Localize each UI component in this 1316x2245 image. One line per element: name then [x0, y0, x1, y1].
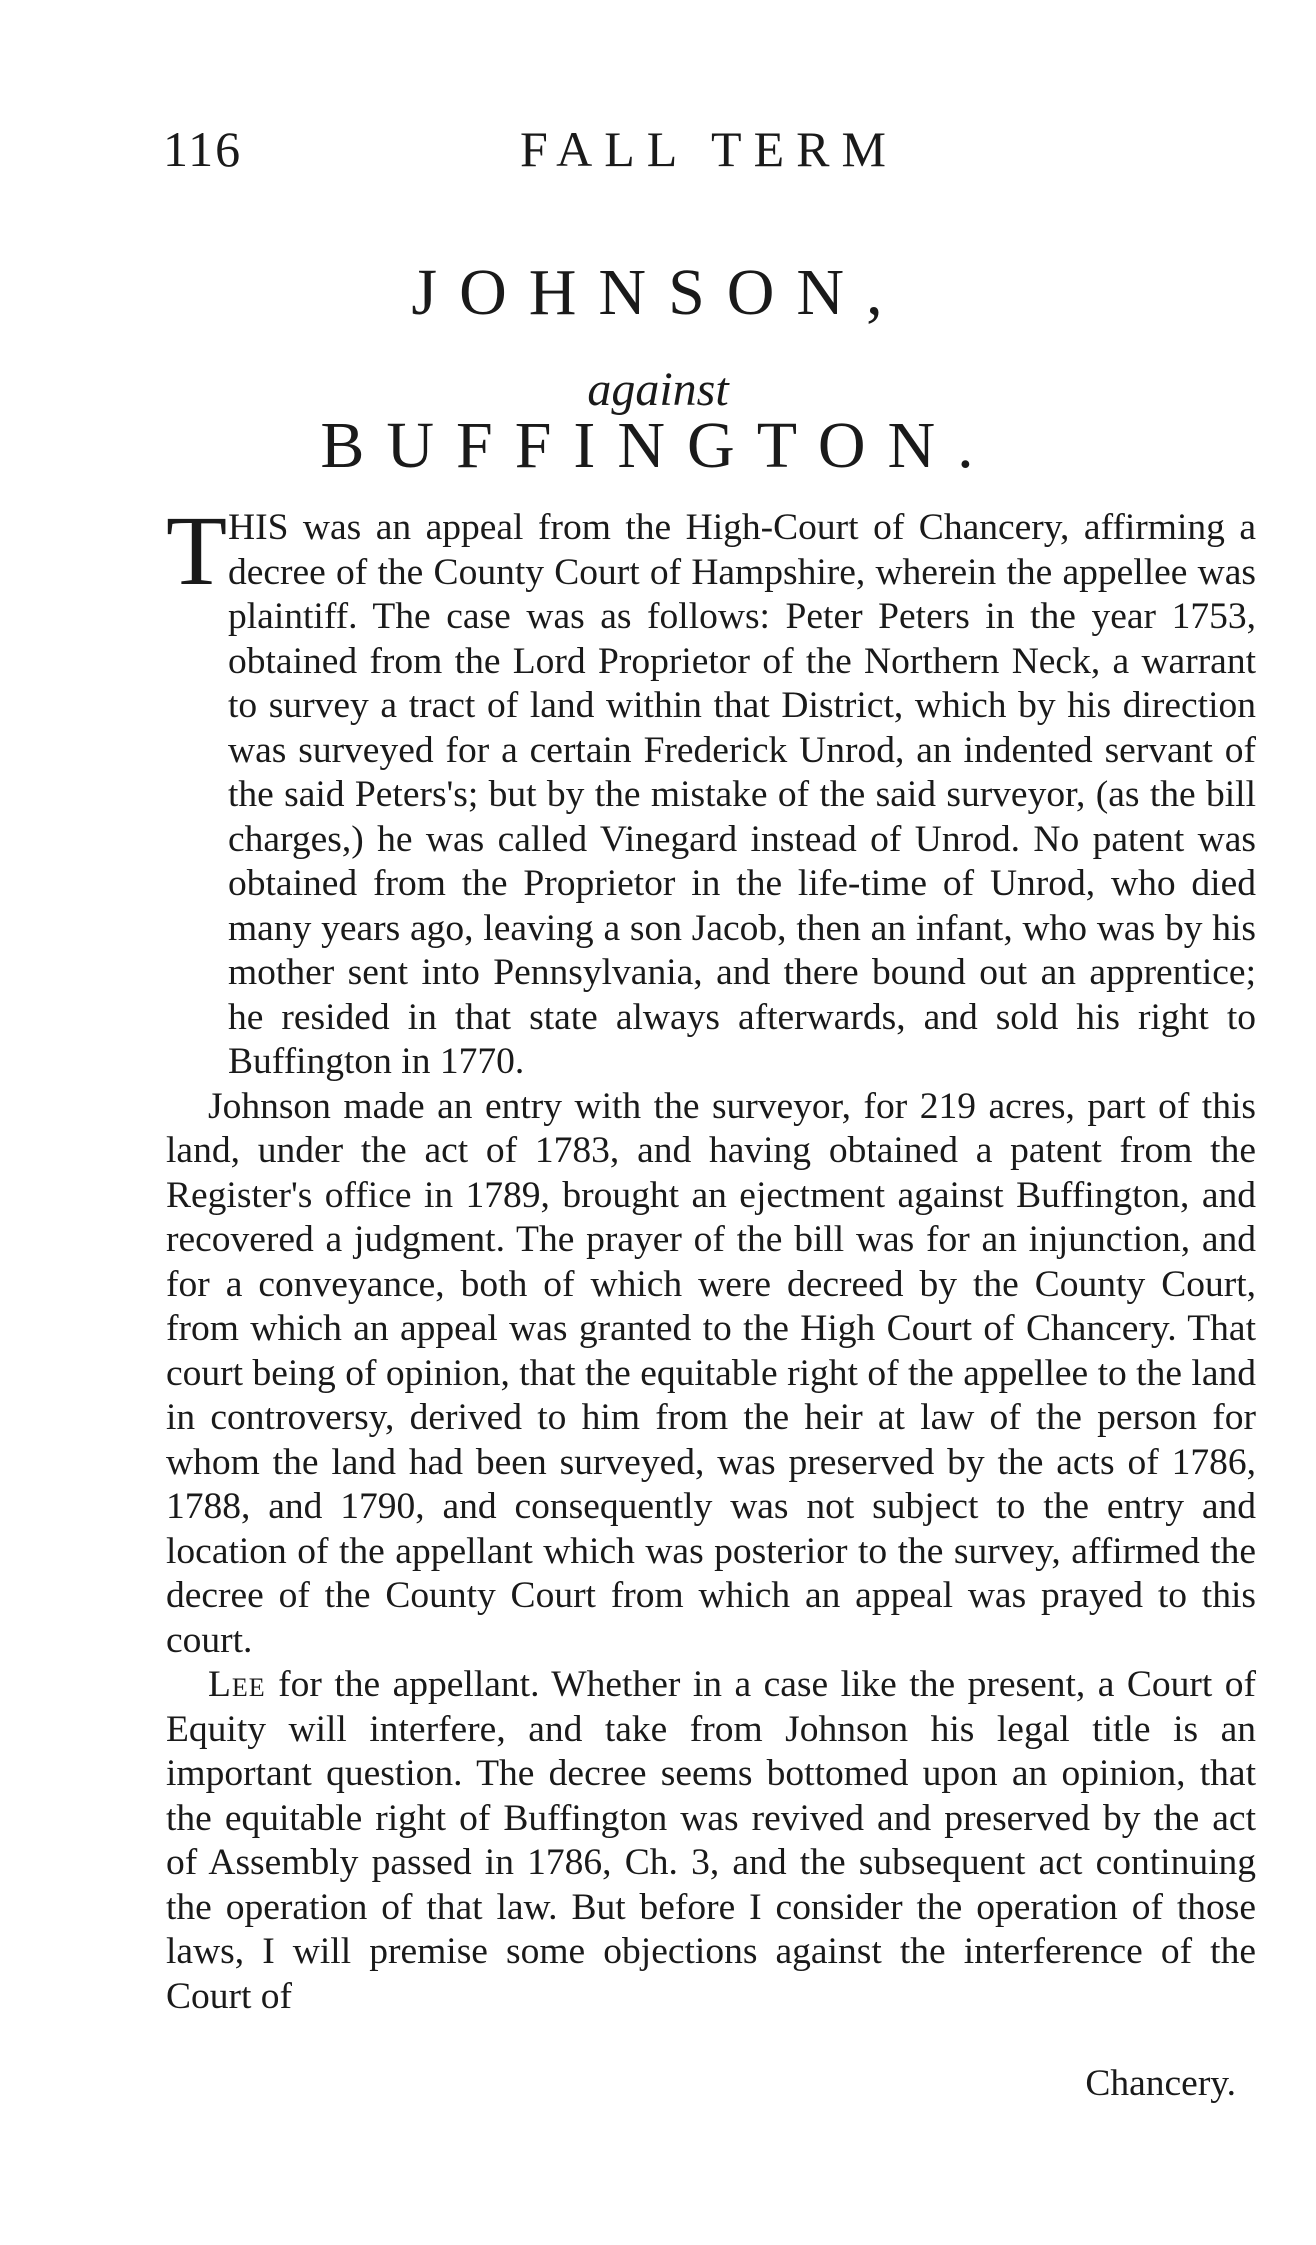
case-defendant: BUFFINGTON.	[320, 409, 996, 482]
case-plaintiff: JOHNSON,	[411, 256, 905, 329]
paragraph-3	[166, 1663, 1256, 2019]
catchword: Chancery.	[1085, 2063, 1236, 2104]
body-text	[166, 495, 1256, 2019]
drop-cap: T	[166, 495, 228, 606]
case-versus: against	[587, 363, 729, 416]
paragraph-1-text: HIS was an appeal from the High-Court of Chancery, affirming a decree of the County Court of Hampshire, wherein the appellee was plaintiff. The case was as follows: Peter Peters in the year 1753, obtained from the Lord Proprietor of the Northern Neck, a warrant to survey a tract of land within that District, which by his direction was surveyed for a certain Frederick Unrod, an indented servant of the said Peters's; but by the mistake of the said surveyor, (as the bill charges,) he was called Vinegard instead of Unrod. No patent was obtained from the Proprietor in the life-time of Unrod, who died many years ago, leaving a son Jacob, then an infant, who was by his mother sent into Pennsylvania, and there bound out an apprentice; he resided in that state always afterwards, and sold his right to Buffington in 1770.	[228, 507, 1256, 1082]
paragraph-1	[166, 495, 1256, 1085]
paragraph-3-lead: Lee	[208, 1664, 266, 1705]
paragraph-2: Johnson made an entry with the surveyor, for 219 acres, part of this land, under the act of 1783, and having obtained a patent from the Register's office in 1789, brought an ejectment against Buffington, and recovered a judgment. The prayer of the bill was for an injunction, and for a conveyance, both of which were decreed by the County Court, from which an appeal was granted to the High Court of Chancery. That court being of opinion, that the equitable right of the appellee to the land in controversy, derived to him from the heir at law of the person for whom the land had been surveyed, was preserved by the acts of 1786, 1788, and 1790, and consequently was not subject to the entry and location of the appellant which was posterior to the survey, affirmed the decree of the County Court from which an appeal was prayed to this court.	[166, 1085, 1256, 1661]
running-head: FALL TERM	[520, 121, 898, 177]
paragraph-3-text: for the appellant. Whether in a case like the present, a Court of Equity will interfere, and take from Johnson his legal title is an important question. The decree seems bottomed upon an opinion, that the equitable right of Buffington was revived and preserved by the act of Assembly passed in 1786, Ch. 3, and the subsequent act continuing the operation of that law. But before I consider the operation of those laws, I will premise some objections against the interference of the Court of	[166, 1664, 1256, 2017]
page-number: 116	[163, 121, 243, 177]
